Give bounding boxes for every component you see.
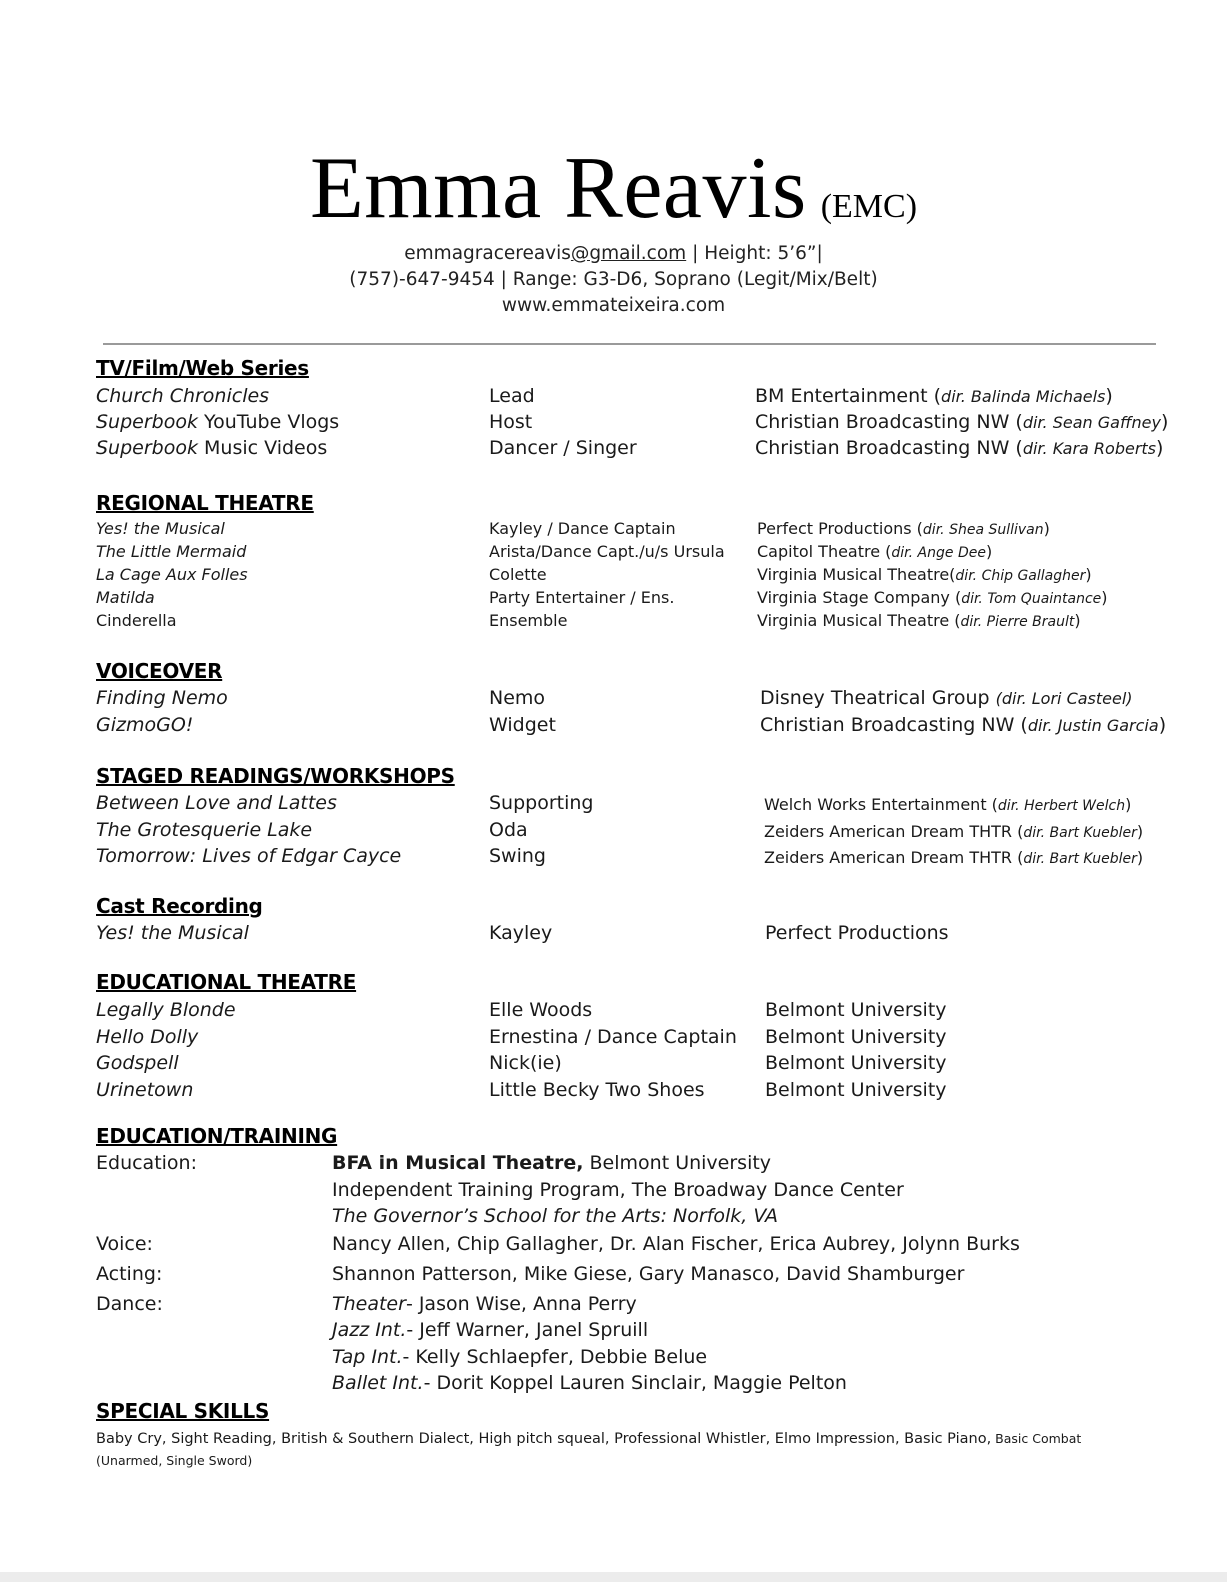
credit-company: Disney Theatrical Group (dir. Lori Casteel) bbox=[760, 687, 1133, 709]
credit-company: Perfect Productions bbox=[765, 922, 949, 944]
credit-company: Belmont University bbox=[765, 1079, 947, 1101]
credit-title: Yes! the Musical bbox=[96, 519, 225, 538]
section-heading-voiceover: VOICEOVER bbox=[96, 659, 223, 683]
acting-teachers: Shannon Patterson, Mike Giese, Gary Manasco, David Shamburger bbox=[332, 1263, 965, 1285]
credit-role: Lead bbox=[489, 385, 535, 407]
section-heading-regional: REGIONAL THEATRE bbox=[96, 491, 314, 515]
credit-role: Host bbox=[489, 411, 533, 433]
credit-company: Belmont University bbox=[765, 1026, 947, 1048]
credit-role: Dancer / Singer bbox=[489, 437, 637, 459]
voice-teachers: Nancy Allen, Chip Gallagher, Dr. Alan Fischer, Erica Aubrey, Jolynn Burks bbox=[332, 1233, 1020, 1255]
credit-role: Colette bbox=[489, 565, 547, 584]
credit-title: GizmoGO! bbox=[96, 714, 194, 736]
dance-teachers: Ballet Int.- Dorit Koppel Lauren Sinclair, Maggie Pelton bbox=[332, 1372, 847, 1394]
training-program: Independent Training Program, The Broadway Dance Center bbox=[332, 1179, 904, 1201]
credit-title: Between Love and Lattes bbox=[96, 792, 337, 814]
website-link[interactable]: www.emmateixeira.com bbox=[501, 295, 726, 316]
credit-role: Kayley bbox=[489, 922, 553, 944]
credit-title: Matilda bbox=[96, 588, 155, 607]
special-skills-list: Baby Cry, Sight Reading, British & Southern Dialect, High pitch squeal, Professional Whistler, Elmo Impression, Basic Piano, Basic Combat (Unarmed, Single Sword) bbox=[96, 1431, 1082, 1468]
credit-company: Zeiders American Dream THTR (dir. Bart Kuebler) bbox=[764, 822, 1144, 841]
performer-name: Emma Reavis bbox=[309, 140, 807, 237]
section-heading-staged-readings: STAGED READINGS/WORKSHOPS bbox=[96, 764, 455, 788]
section-heading-tv-film: TV/Film/Web Series bbox=[96, 356, 309, 380]
credit-title: The Grotesquerie Lake bbox=[96, 819, 313, 841]
section-heading-cast-recording: Cast Recording bbox=[96, 894, 263, 918]
credit-title: Cinderella bbox=[96, 611, 177, 630]
credit-role: Oda bbox=[489, 819, 528, 841]
credit-role: Elle Woods bbox=[489, 999, 593, 1021]
credit-title: The Little Mermaid bbox=[96, 542, 247, 561]
credit-company: Capitol Theatre (dir. Ange Dee) bbox=[757, 542, 993, 561]
credit-title: Urinetown bbox=[96, 1079, 194, 1101]
union-status: (EMC) bbox=[820, 188, 918, 225]
contact-line-1 bbox=[0, 243, 1227, 264]
credit-role: Kayley / Dance Captain bbox=[489, 519, 676, 538]
dance-teachers: Tap Int.- Kelly Schlaepfer, Debbie Belue bbox=[332, 1346, 708, 1368]
email-user[interactable]: emmagracereavis bbox=[404, 243, 571, 264]
credit-role: Supporting bbox=[489, 792, 594, 814]
credit-company: Virginia Musical Theatre (dir. Pierre Brault) bbox=[757, 611, 1081, 630]
email-domain-link[interactable]: @gmail.com bbox=[570, 243, 687, 264]
credit-role: Widget bbox=[489, 714, 556, 736]
credit-role: Little Becky Two Shoes bbox=[489, 1079, 705, 1101]
credit-company: Christian Broadcasting NW (dir. Kara Roberts) bbox=[755, 437, 1164, 459]
credit-title: Superbook YouTube Vlogs bbox=[96, 411, 340, 433]
credit-role: Party Entertainer / Ens. bbox=[489, 588, 675, 607]
dance-teachers: Jazz Int.- Jeff Warner, Janel Spruill bbox=[332, 1319, 649, 1341]
dance-label: Dance: bbox=[96, 1293, 163, 1315]
credit-company: Zeiders American Dream THTR (dir. Bart Kuebler) bbox=[764, 848, 1144, 867]
section-heading-special-skills: SPECIAL SKILLS bbox=[96, 1399, 270, 1423]
credit-title: Godspell bbox=[96, 1052, 179, 1074]
credit-company: Virginia Stage Company (dir. Tom Quaintance) bbox=[757, 588, 1108, 607]
section-heading-educational: EDUCATIONAL THEATRE bbox=[96, 970, 357, 994]
page-bottom-edge bbox=[0, 1572, 1227, 1582]
name-header bbox=[0, 138, 1227, 239]
contact-line-2: (757)-647-9454 | Range: G3-D6, Soprano (Legit/Mix/Belt) bbox=[349, 269, 878, 290]
credit-role: Nick(ie) bbox=[489, 1052, 562, 1074]
credit-company: Perfect Productions (dir. Shea Sullivan) bbox=[757, 519, 1050, 538]
dance-teachers: Theater- Jason Wise, Anna Perry bbox=[332, 1293, 637, 1315]
credit-role: Arista/Dance Capt./u/s Ursula bbox=[489, 542, 725, 561]
credit-title: Tomorrow: Lives of Edgar Cayce bbox=[96, 845, 402, 867]
credit-title: Yes! the Musical bbox=[96, 922, 249, 944]
credit-title: La Cage Aux Folles bbox=[96, 565, 248, 584]
voice-label: Voice: bbox=[96, 1233, 153, 1255]
credit-company: Virginia Musical Theatre(dir. Chip Gallagher) bbox=[757, 565, 1092, 584]
header-divider bbox=[103, 343, 1156, 345]
credit-role: Nemo bbox=[489, 687, 546, 709]
credit-title: Legally Blonde bbox=[96, 999, 236, 1021]
credit-title: Superbook Music Videos bbox=[96, 437, 328, 459]
credit-title: Church Chronicles bbox=[96, 385, 270, 407]
credit-role: Ernestina / Dance Captain bbox=[489, 1026, 737, 1048]
section-heading-training: EDUCATION/TRAINING bbox=[96, 1124, 338, 1148]
credit-company: Belmont University bbox=[765, 1052, 947, 1074]
credit-role: Ensemble bbox=[489, 611, 568, 630]
acting-label: Acting: bbox=[96, 1263, 163, 1285]
credit-title: Finding Nemo bbox=[96, 687, 228, 709]
credit-company: Welch Works Entertainment (dir. Herbert Welch) bbox=[764, 795, 1132, 814]
degree: BFA in Musical Theatre, Belmont University bbox=[332, 1152, 772, 1174]
education-label: Education: bbox=[96, 1152, 197, 1174]
credit-company: BM Entertainment (dir. Balinda Michaels) bbox=[755, 385, 1113, 407]
credit-title: Hello Dolly bbox=[96, 1026, 199, 1048]
governors-school: The Governor’s School for the Arts: Norfolk, VA bbox=[332, 1205, 779, 1227]
credit-company: Belmont University bbox=[765, 999, 947, 1021]
height: | Height: 5’6”| bbox=[686, 243, 823, 264]
credit-company: Christian Broadcasting NW (dir. Justin Garcia) bbox=[760, 714, 1167, 736]
credit-role: Swing bbox=[489, 845, 546, 867]
credit-company: Christian Broadcasting NW (dir. Sean Gaffney) bbox=[755, 411, 1169, 433]
